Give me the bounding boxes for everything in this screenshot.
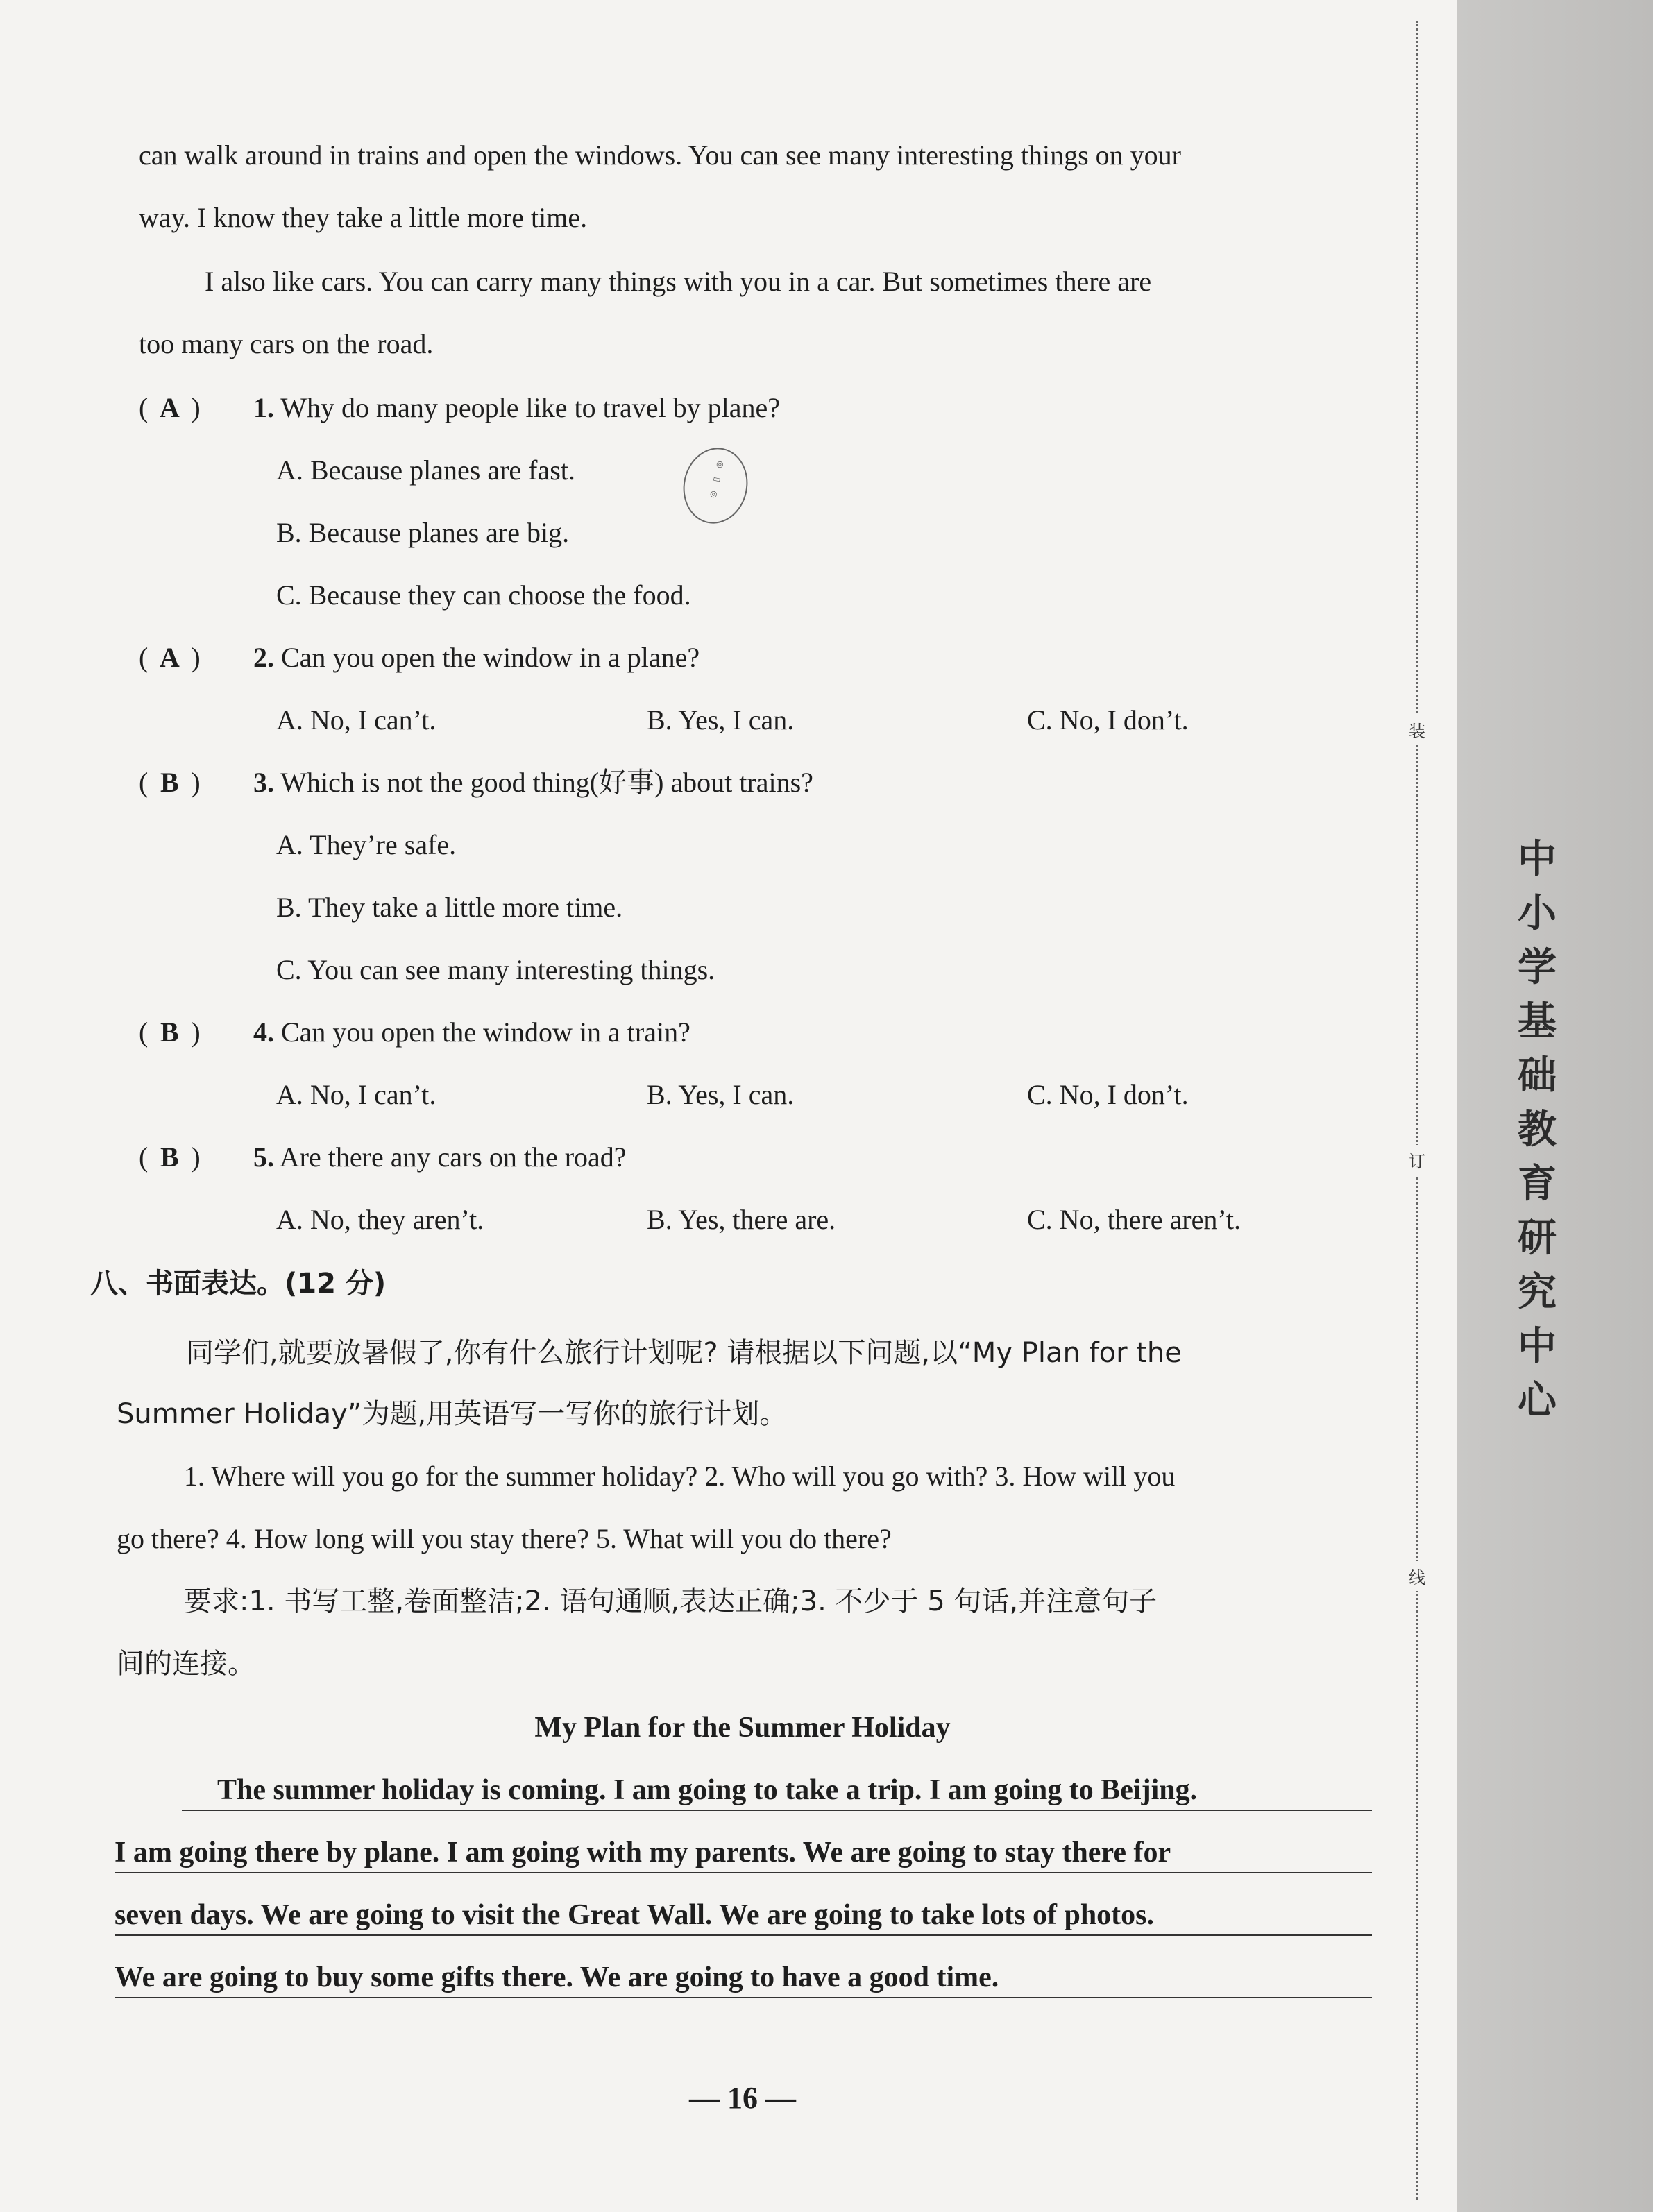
question-text: Are there any cars on the road? bbox=[279, 1141, 627, 1173]
essay-title: My Plan for the Summer Holiday bbox=[534, 1712, 951, 1744]
answer-4: B bbox=[160, 1016, 179, 1048]
passage-line: too many cars on the road. bbox=[139, 328, 434, 359]
margin-mark-top: 装 bbox=[1409, 715, 1425, 745]
answer-1: A bbox=[159, 392, 180, 423]
answer-underline bbox=[115, 1872, 1372, 1873]
option: B. Yes, I can. bbox=[647, 704, 795, 735]
answer-2: A bbox=[159, 642, 180, 673]
essay-line: I am going there by plane. I am going with my parents. We are going to stay there for bbox=[115, 1837, 1171, 1869]
answer-underline bbox=[182, 1810, 1372, 1811]
essay-line: seven days. We are going to visit the Great Wall. We are going to take lots of photos. bbox=[115, 1899, 1155, 1931]
question-5: ( B ) 5. Are there any cars on the road? bbox=[139, 1138, 627, 1177]
option: C. Because they can choose the food. bbox=[276, 579, 691, 611]
option: B. Because planes are big. bbox=[276, 517, 570, 548]
option: B. Yes, I can. bbox=[647, 1079, 795, 1110]
option: C. No, I don’t. bbox=[1027, 1079, 1189, 1110]
question-text: Why do many people like to travel by plane? bbox=[280, 392, 781, 423]
question-3: ( B ) 3. Which is not the good thing(好事) about trains? bbox=[139, 763, 813, 802]
binding-line bbox=[1416, 21, 1418, 2200]
intro-line: Summer Holiday”为题,用英语写一写你的旅行计划。 bbox=[117, 1398, 788, 1430]
prompts-line: 1. Where will you go for the summer holiday? 2. Who will you go with? 3. How will you bbox=[184, 1461, 1176, 1492]
essay-line: We are going to buy some gifts there. We are going to have a good time. bbox=[115, 1962, 999, 1993]
option: B. They take a little more time. bbox=[276, 892, 623, 923]
option: A. No, I can’t. bbox=[276, 1079, 436, 1110]
question-text: Can you open the window in a plane? bbox=[281, 642, 700, 673]
option: A. No, they aren’t. bbox=[276, 1204, 484, 1235]
option: C. You can see many interesting things. bbox=[276, 954, 715, 985]
intro-line: 同学们,就要放暑假了,你有什么旅行计划呢? 请根据以下问题,以“My Plan for the bbox=[186, 1337, 1182, 1369]
answer-5: B bbox=[160, 1141, 179, 1173]
section-heading: 八、书面表达。(12 分) bbox=[90, 1268, 387, 1300]
passage-line: I also like cars. You can carry many things with you in a car. But sometimes there are bbox=[205, 266, 1152, 297]
requirements-line: 要求:1. 书写工整,卷面整洁;2. 语句通顺,表达正确;3. 不少于 5 句话,并注意句子 bbox=[184, 1585, 1158, 1617]
answer-underline bbox=[115, 1997, 1372, 1998]
requirements-line: 间的连接。 bbox=[117, 1648, 255, 1680]
option: A. They’re safe. bbox=[276, 829, 457, 860]
passage-line: can walk around in trains and open the windows. You can see many interesting things on your bbox=[139, 139, 1181, 171]
stamp-icon: ◎ ▭ ◎ bbox=[677, 442, 755, 530]
option: A. Because planes are fast. bbox=[276, 454, 575, 486]
side-band-text: 中小学基础教育研究中心 bbox=[1518, 837, 1557, 1423]
option: A. No, I can’t. bbox=[276, 704, 436, 735]
option: B. Yes, there are. bbox=[647, 1204, 836, 1235]
passage-line: way. I know they take a little more time. bbox=[139, 202, 588, 233]
question-2: ( A ) 2. Can you open the window in a plane? bbox=[139, 638, 700, 677]
question-1: ( A ) 1. Why do many people like to travel by plane? bbox=[139, 389, 780, 427]
page-number: — 16 — bbox=[689, 2081, 796, 2115]
prompts-line: go there? 4. How long will you stay there? 5. What will you do there? bbox=[117, 1523, 892, 1554]
question-text: Can you open the window in a train? bbox=[281, 1016, 690, 1048]
option: C. No, there aren’t. bbox=[1027, 1204, 1241, 1235]
margin-mark-middle: 订 bbox=[1409, 1145, 1425, 1175]
margin-mark-bottom: 线 bbox=[1409, 1561, 1425, 1591]
answer-3: B bbox=[160, 767, 179, 798]
essay-line: The summer holiday is coming. I am going to take a trip. I am going to Beijing. bbox=[217, 1774, 1198, 1806]
question-text: Which is not the good thing(好事) about trains? bbox=[280, 767, 813, 798]
question-4: ( B ) 4. Can you open the window in a train? bbox=[139, 1013, 690, 1052]
option: C. No, I don’t. bbox=[1027, 704, 1189, 735]
answer-underline bbox=[115, 1934, 1372, 1936]
